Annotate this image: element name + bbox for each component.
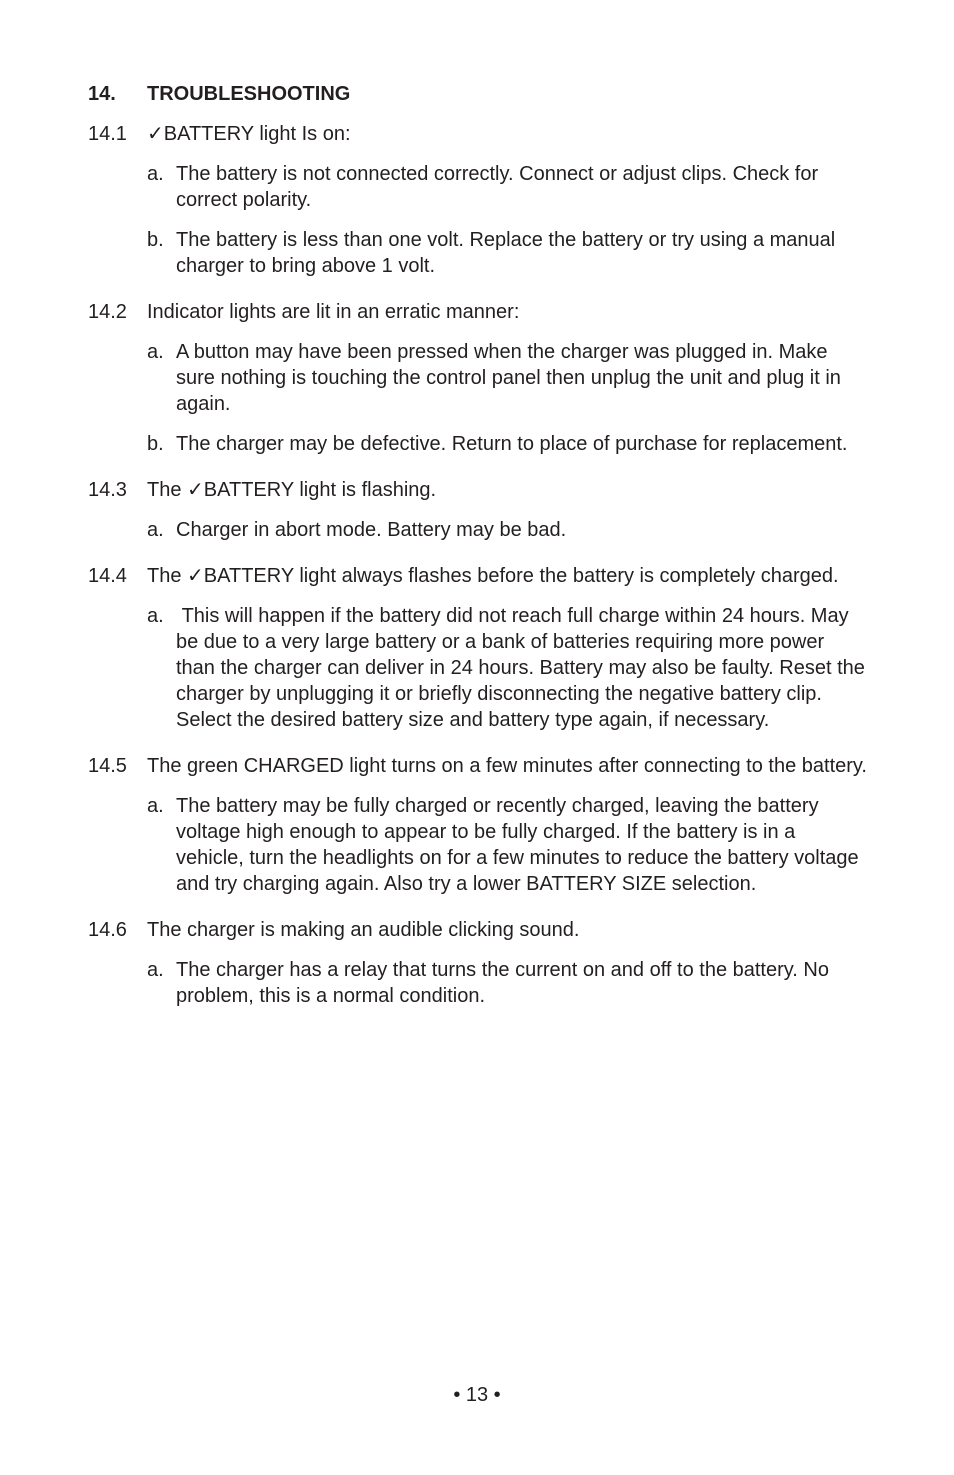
problem-text: The charger is making an audible clicking sound. [147,919,580,941]
solution-item [147,431,868,457]
solution-text: Charger in abort mode. Battery may be bad. [176,519,567,541]
solution-list [147,957,868,1009]
solution-item [147,793,868,897]
solution-letter: b. [147,229,164,251]
problem-row [88,477,868,503]
solution-item [147,161,868,213]
solution-letter: a. [147,341,164,363]
problem-text: ✓BATTERY light Is on: [147,123,351,145]
solution-letter: b. [147,433,164,455]
problem-row [88,563,868,589]
problem-row [88,121,868,147]
item-number: 14.5 [88,755,127,777]
troubleshooting-item [88,477,868,543]
solution-text: The battery is less than one volt. Replace the battery or try using a manual charger to bring above 1 volt. [176,229,841,277]
solution-item [147,227,868,279]
item-number: 14.3 [88,479,127,501]
solution-letter: a. [147,795,164,817]
heading-number: 14. [88,83,116,105]
solution-list [147,793,868,897]
solution-letter: a. [147,605,164,627]
problem-row [88,753,868,779]
item-number: 14.4 [88,565,127,587]
solution-text: The charger may be defective. Return to place of purchase for replacement. [176,433,848,455]
solution-item [147,339,868,417]
troubleshooting-item [88,563,871,733]
solution-text: This will happen if the battery did not reach full charge within 24 hours. May be due to a very large battery or a bank of batteries requiring more power than the charger can deliver in 24 hours. Battery may also be faulty. Reset the charger by unplugging it or briefly disconnecting the negative battery clip. Select the desired battery size and battery type again, if necessary. [176,605,871,731]
solution-letter: a. [147,163,164,185]
problem-text: The ✓BATTERY light is flashing. [147,479,437,501]
item-number: 14.1 [88,123,127,145]
solution-list [147,161,868,279]
solution-text: The battery may be fully charged or recently charged, leaving the battery voltage high enough to appear to be fully charged. If the battery is in a vehicle, turn the headlights on for a few minutes to reduce the battery voltage and try charging again. Also try a lower BATTERY SIZE selection. [176,795,865,895]
problem-text: The green CHARGED light turns on a few minutes after connecting to the battery. [147,755,867,777]
solution-text: The battery is not connected correctly. Connect or adjust clips. Check for correct polarity. [176,163,824,211]
troubleshooting-list [88,121,871,1029]
solution-item [147,957,868,1009]
problem-row [88,917,868,943]
troubleshooting-item [88,753,868,897]
section-heading [88,83,350,106]
problem-row [88,299,868,325]
solution-list [147,603,871,733]
solution-text: A button may have been pressed when the charger was plugged in. Make sure nothing is touching the control panel then unplug the unit and plug it in again. [176,341,847,415]
solution-letter: a. [147,959,164,981]
problem-text: Indicator lights are lit in an erratic manner: [147,301,520,323]
item-number: 14.6 [88,919,127,941]
solution-item [147,517,868,543]
troubleshooting-item [88,917,868,1009]
heading-title: TROUBLESHOOTING [147,83,351,105]
solution-text: The charger has a relay that turns the current on and off to the battery. No problem, this is a normal condition. [176,959,835,1007]
troubleshooting-item [88,299,868,457]
solution-list [147,339,868,457]
solution-letter: a. [147,519,164,541]
item-number: 14.2 [88,301,127,323]
troubleshooting-item [88,121,868,279]
solution-list [147,517,868,543]
solution-item [147,603,871,733]
page-number: • 13 • [453,1384,501,1406]
problem-text: The ✓BATTERY light always flashes before the battery is completely charged. [147,565,839,587]
